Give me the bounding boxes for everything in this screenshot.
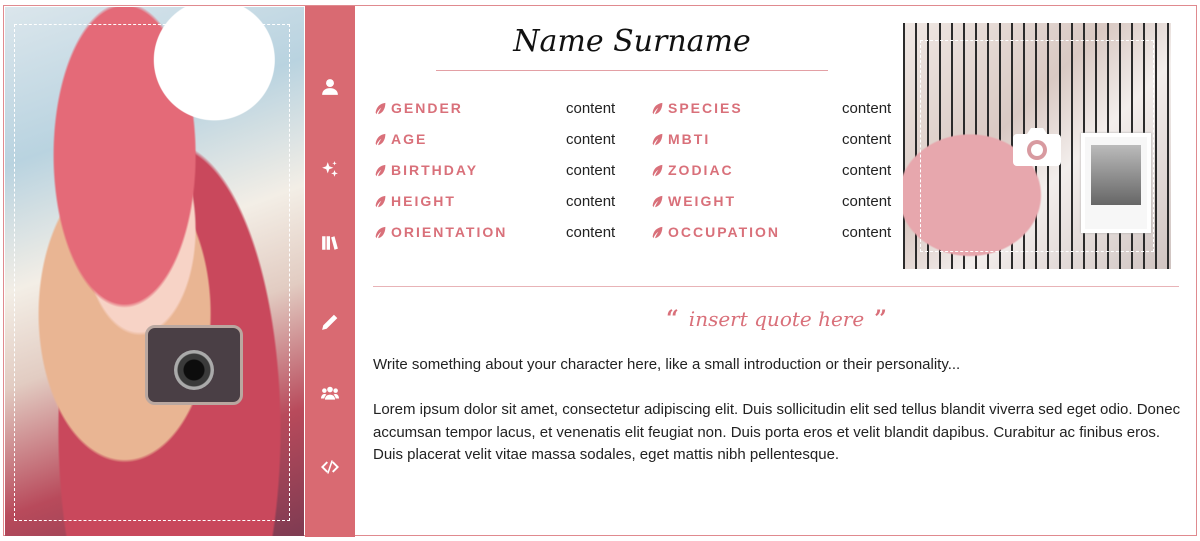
stat-zodiac: [651, 160, 892, 180]
stat-value: content: [566, 223, 616, 241]
stat-age: [374, 129, 616, 149]
stat-label: HEIGHT: [374, 193, 456, 209]
feather-icon: [651, 195, 664, 208]
stat-label: AGE: [374, 131, 427, 147]
stat-birthday: [374, 160, 616, 180]
feather-icon: [374, 102, 387, 115]
feather-icon: [651, 226, 664, 239]
stat-value: content: [566, 192, 616, 210]
quote-line: [356, 306, 1197, 332]
stat-label: ZODIAC: [651, 162, 734, 178]
name-underline: [436, 70, 828, 71]
profile-main: [356, 6, 1197, 537]
stat-height: [374, 191, 616, 211]
camera-icon[interactable]: [1011, 126, 1063, 168]
stat-value: content: [842, 99, 892, 117]
stat-orientation: [374, 222, 616, 242]
stat-value: content: [566, 130, 616, 148]
stat-value: content: [842, 130, 892, 148]
stat-label: WEIGHT: [651, 193, 736, 209]
portrait-dashed-frame: [14, 24, 290, 521]
feather-icon: [651, 164, 664, 177]
user-icon[interactable]: [319, 76, 341, 98]
stat-value: content: [842, 223, 892, 241]
intro-text: Write something about your character here, like a small introduction or their personality...: [373, 356, 961, 373]
users-icon[interactable]: [319, 383, 341, 405]
stat-label: GENDER: [374, 100, 463, 116]
stat-label: MBTI: [651, 131, 710, 147]
stat-mbti: [651, 129, 892, 149]
stat-weight: [651, 191, 892, 211]
stat-value: content: [842, 192, 892, 210]
feather-icon: [374, 133, 387, 146]
character-portrait: [5, 7, 304, 536]
stat-label: SPECIES: [651, 100, 743, 116]
section-divider: [373, 286, 1179, 287]
quote-close-mark: ”: [874, 306, 887, 332]
stat-value: content: [842, 161, 892, 179]
body-text: Lorem ipsum dolor sit amet, consectetur adipiscing elit. Duis sollicitudin elit sed tellus blandit viverra sed eget odio. Donec accumsan tempor lacus, et venenatis elit feugiat non. Duis porta eros et velit blandit dapibus. Curabitur ac finibus eros. Duis placerat velit vitae massa sodales, eget mattis nibh pellentesque.: [373, 401, 1181, 463]
quote-text: insert quote here: [688, 307, 865, 331]
feather-icon: [374, 164, 387, 177]
stat-label: BIRTHDAY: [374, 162, 478, 178]
profile-card: [3, 5, 1197, 536]
stat-label: OCCUPATION: [651, 224, 780, 240]
feather-icon: [374, 195, 387, 208]
stat-value: content: [566, 99, 616, 117]
feather-icon: [651, 102, 664, 115]
character-name: Name Surname: [513, 24, 751, 59]
feather-icon: [651, 133, 664, 146]
stat-occupation: [651, 222, 892, 242]
stat-value: content: [566, 161, 616, 179]
books-icon[interactable]: [319, 232, 341, 254]
stat-label: ORIENTATION: [374, 224, 507, 240]
quote-open-mark: “: [666, 306, 679, 332]
code-icon[interactable]: [319, 456, 341, 478]
sidebar-nav: [305, 6, 355, 537]
stat-species: [651, 98, 892, 118]
pencil-icon[interactable]: [319, 311, 341, 333]
stat-gender: [374, 98, 616, 118]
feather-icon: [374, 226, 387, 239]
sparkles-icon[interactable]: [319, 159, 341, 181]
profile-photo: [903, 23, 1171, 269]
